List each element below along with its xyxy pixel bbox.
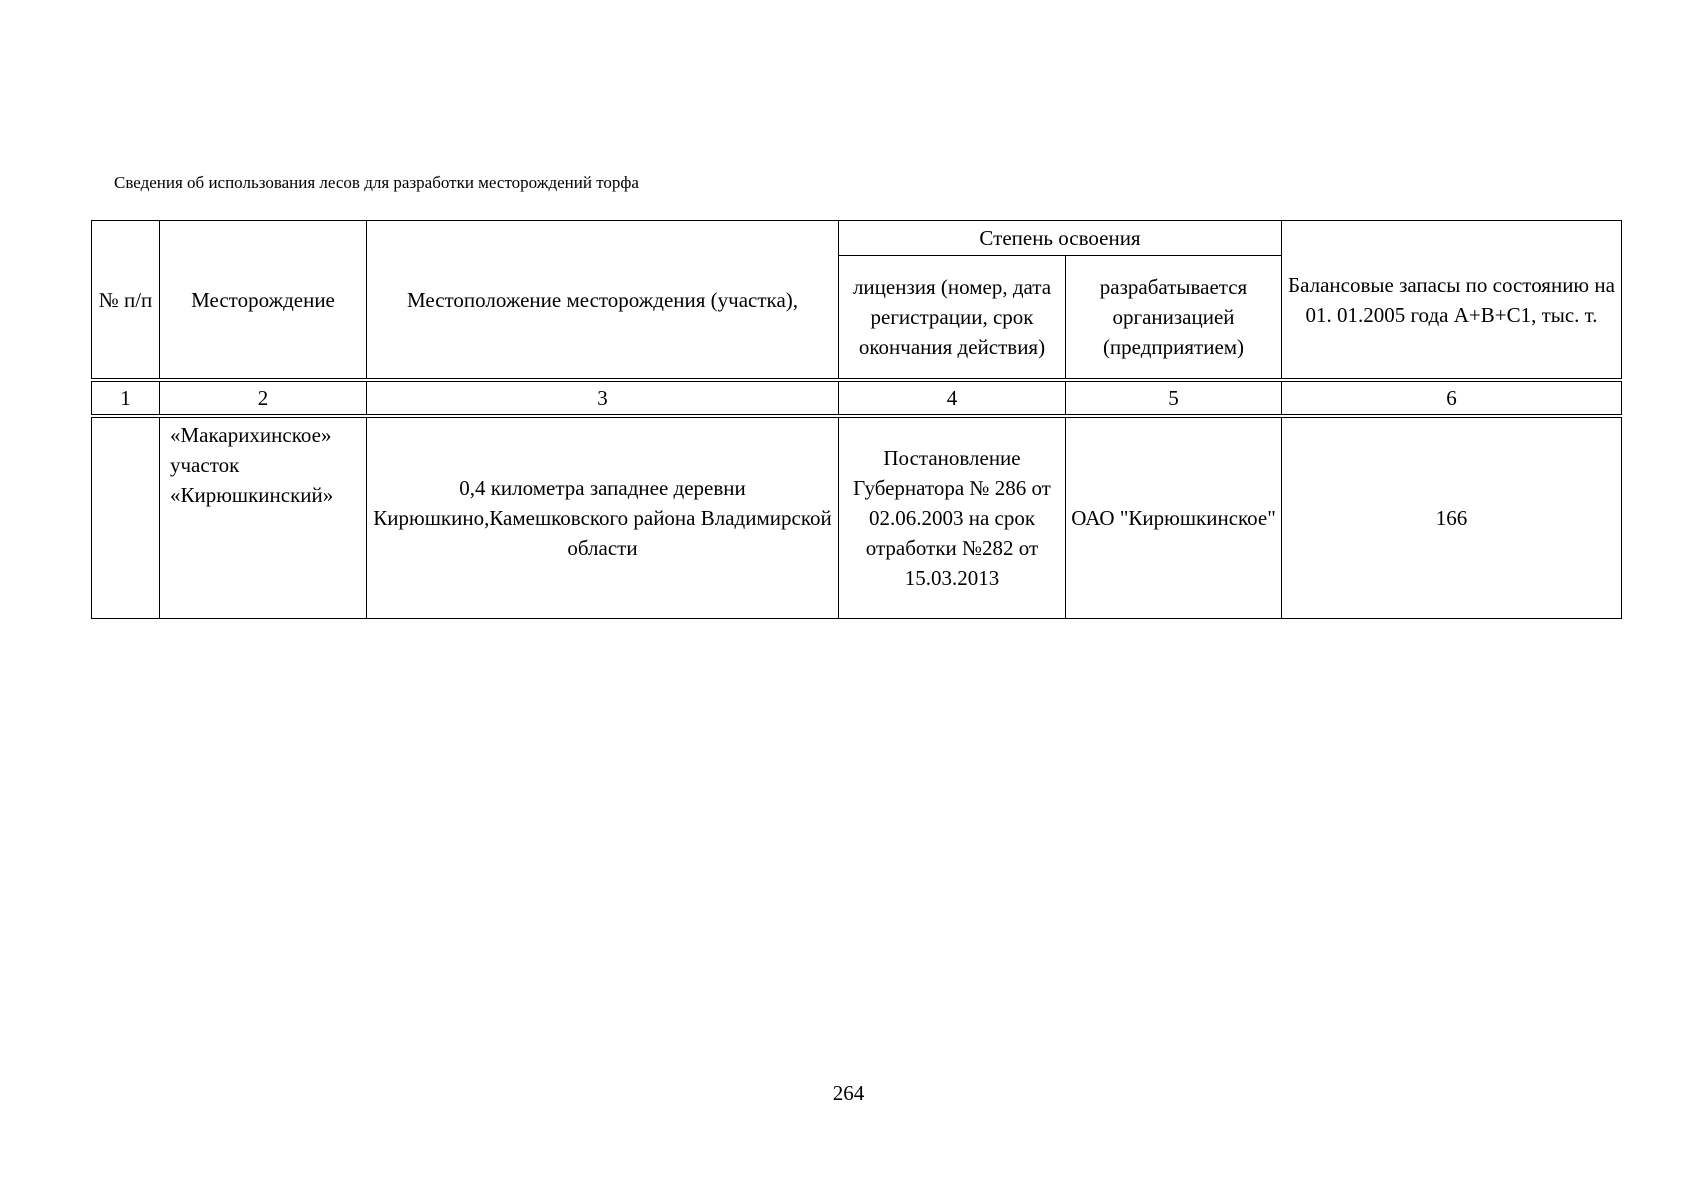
header-deposit: Месторождение [160, 221, 367, 381]
column-number: 6 [1282, 380, 1622, 416]
header-reserves: Балансовые запасы по состоянию на 01. 01.2005 года А+В+С1, тыс. т. [1282, 221, 1622, 381]
header-organization: разрабатывается организацией (предприятием) [1066, 256, 1282, 381]
column-number: 5 [1066, 380, 1282, 416]
header-development-degree: Степень освоения [839, 221, 1282, 256]
column-number: 2 [160, 380, 367, 416]
column-number: 1 [92, 380, 160, 416]
deposit-name-line: участок [170, 453, 240, 477]
column-number-row [92, 380, 1622, 416]
page-number: 264 [832, 1081, 865, 1105]
deposit-name-line: «Макарихинское» [170, 423, 332, 447]
document-title: Сведения об использования лесов для разработки месторождений торфа [114, 173, 639, 192]
table-header-row [92, 221, 1622, 256]
organization-cell: ОАО "Кирюшкинское" [1066, 416, 1282, 619]
license-cell: Постановление Губернатора № 286 от 02.06.2003 на срок отработки №282 от 15.03.2013 [839, 416, 1066, 619]
table-row [92, 416, 1622, 619]
reserves-cell: 166 [1282, 416, 1622, 619]
header-license: лицензия (номер, дата регистрации, срок окончания действия) [839, 256, 1066, 381]
deposit-cell [160, 416, 367, 619]
header-location: Местоположение месторождения (участка), [367, 221, 839, 381]
column-number: 3 [367, 380, 839, 416]
row-number-cell [92, 416, 160, 619]
deposit-name-line: «Кирюшкинский» [170, 483, 334, 507]
peat-deposits-table [91, 220, 1622, 619]
location-cell: 0,4 километра западнее деревни Кирюшкино,Камешковского района Владимирской области [367, 416, 839, 619]
header-number: № п/п [92, 221, 160, 381]
column-number: 4 [839, 380, 1066, 416]
